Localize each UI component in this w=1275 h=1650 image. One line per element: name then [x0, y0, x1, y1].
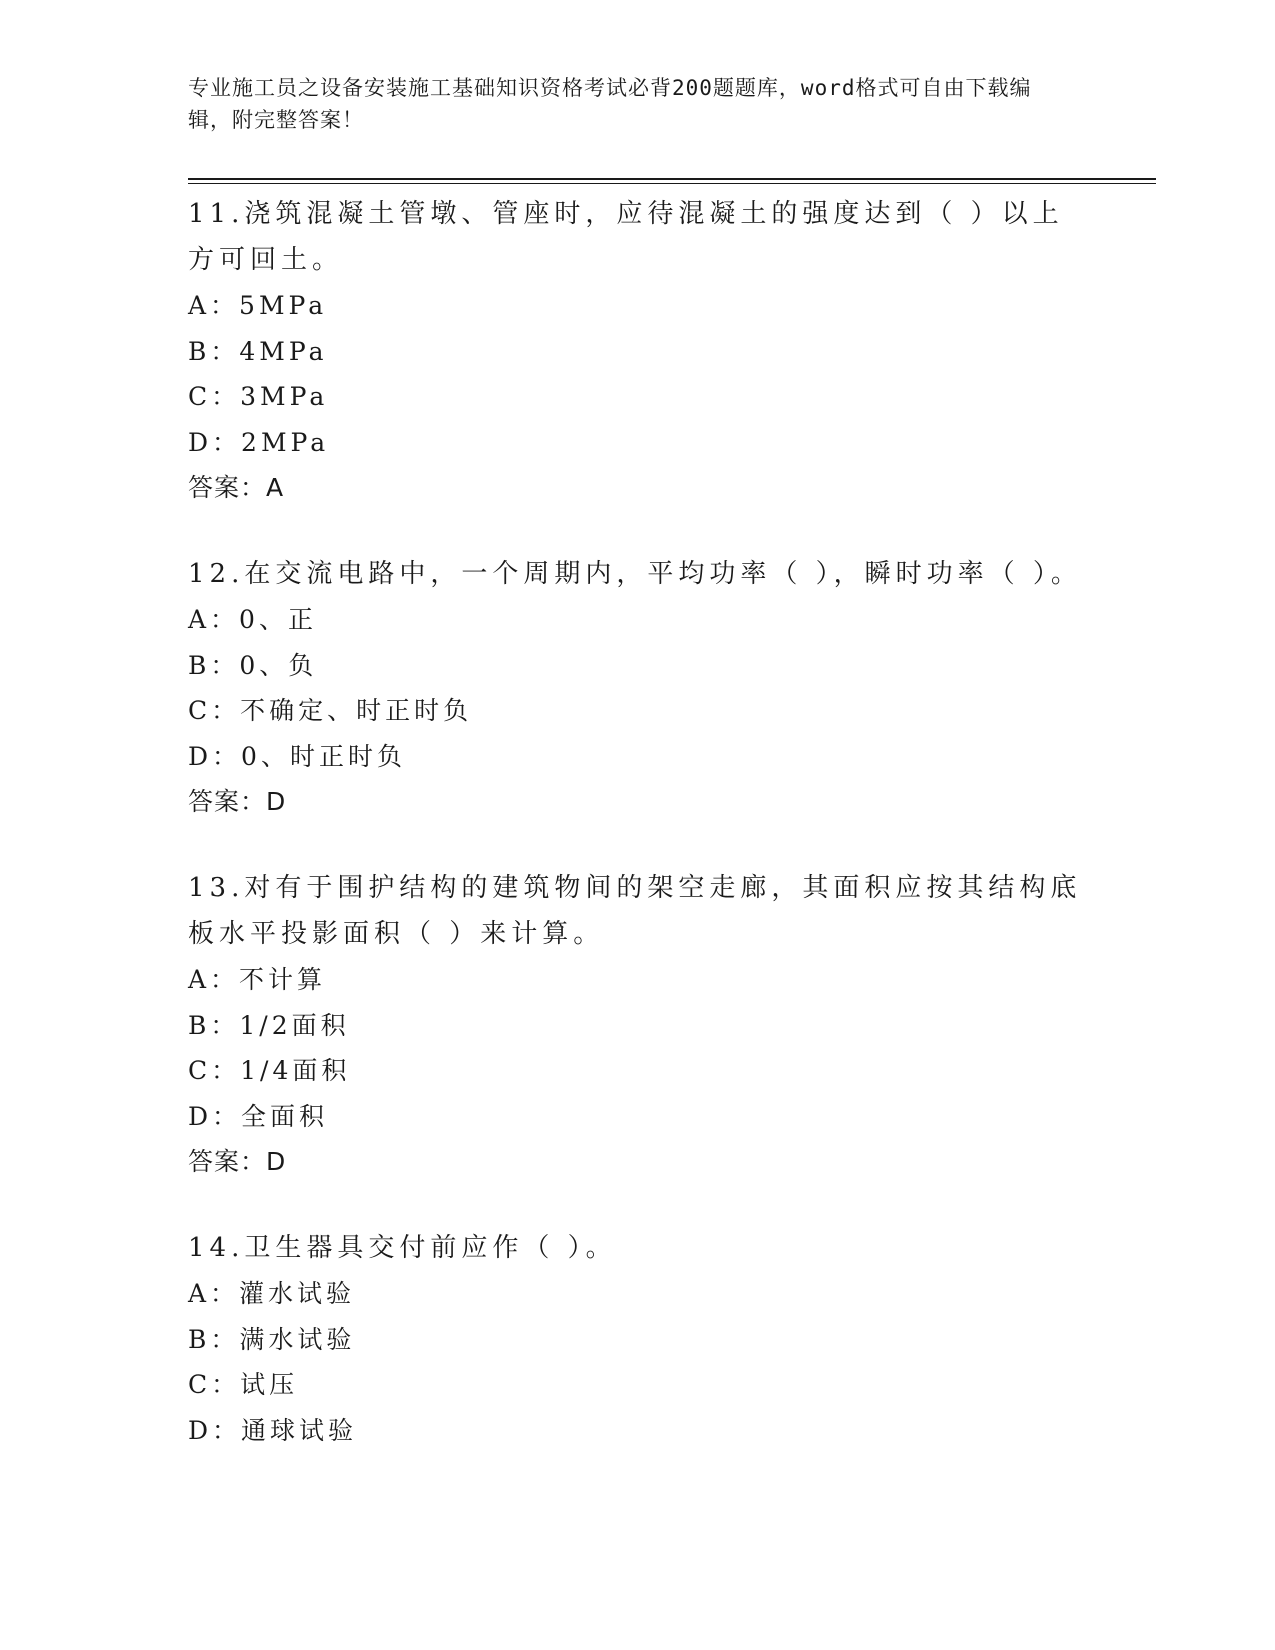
question-stem: 12.在交流电路中，一个周期内，平均功率（ ），瞬时功率（ ）。 — [188, 559, 1082, 589]
option-a: A：0、正 — [188, 605, 317, 634]
document-header: 专业施工员之设备安装施工基础知识资格考试必背200题题库，word格式可自由下载编辑，附完整答案！ — [188, 76, 1032, 132]
answer-label: 答案：D — [188, 1147, 287, 1176]
option-a: A：5MPa — [188, 291, 328, 320]
question-stem: 11.浇筑混凝土管墩、管座时，应待混凝土的强度达到（ ）以上方可回土。 — [188, 199, 1064, 275]
header-divider-thick — [188, 178, 1156, 180]
answer-label: 答案：D — [188, 787, 287, 816]
option-b: B：满水试验 — [188, 1324, 356, 1354]
option-a: A：不计算 — [188, 965, 327, 994]
option-b: B：1/2面积 — [188, 1010, 350, 1040]
option-d: D：全面积 — [188, 1101, 329, 1131]
question-item — [188, 865, 1088, 1185]
option-d: D：2MPa — [188, 427, 330, 457]
option-b: B：0、负 — [188, 650, 318, 680]
option-c: C：3MPa — [188, 382, 329, 411]
answer-label: 答案：A — [188, 473, 285, 502]
option-a: A：灌水试验 — [188, 1279, 356, 1308]
option-c: C：1/4面积 — [188, 1056, 351, 1085]
option-c: C：试压 — [188, 1370, 299, 1399]
option-b: B：4MPa — [188, 336, 328, 366]
question-item — [188, 191, 1088, 511]
question-stem: 14.卫生器具交付前应作（ ）。 — [188, 1233, 617, 1263]
option-c: C：不确定、时正时负 — [188, 696, 473, 725]
question-list — [188, 191, 1088, 1493]
question-stem: 13.对有于围护结构的建筑物间的架空走廊，其面积应按其结构底板水平投影面积（ ）来计算。 — [188, 873, 1082, 949]
option-d: D：通球试验 — [188, 1415, 358, 1445]
option-d: D：0、时正时负 — [188, 741, 406, 771]
question-item — [188, 1225, 1088, 1453]
question-item — [188, 551, 1088, 825]
header-divider-thin — [188, 183, 1156, 184]
